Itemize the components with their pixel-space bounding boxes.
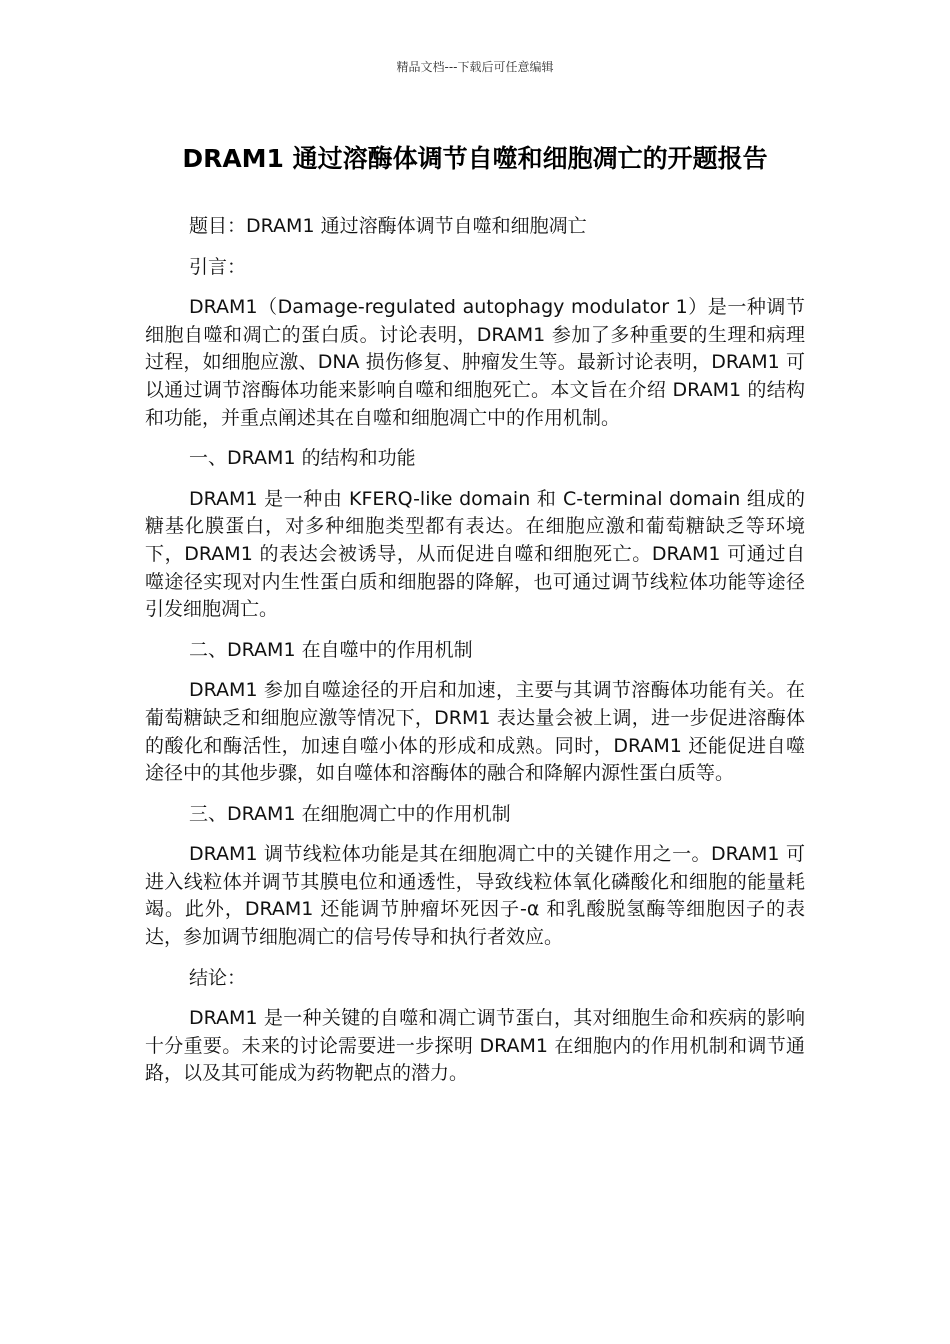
document-title: DRAM1 通过溶酶体调节自噬和细胞凋亡的开题报告 — [182, 144, 768, 173]
conclusion-heading: 结论： — [189, 966, 247, 989]
conclusion-paragraph: DRAM1 是一种关键的自噬和凋亡调节蛋白，其对细胞生命和疾病的影响十分重要。未来的讨论需要进一步探明 DRAM1 在细胞内的作用机制和调节通路，以及其可能成为药物靶点的潜力。 — [145, 1007, 805, 1085]
autophagy-paragraph: DRAM1 参加自噬途径的开启和加速，主要与其调节溶酶体功能有关。在葡萄糖缺乏和细胞应激等情况下，DRM1 表达量会被上调，进一步促进溶酶体的酸化和酶活性，加速自噬小体的形成和成熟。同时，DRAM1 还能促进自噬途径中的其他步骤，如自噬体和溶酶体的融合和降解内源性蛋白质等。 — [145, 679, 805, 785]
intro-paragraph: DRAM1（Damage-regulated autophagy modulator 1）是一种调节细胞自噬和凋亡的蛋白质。讨论表明，DRAM1 参加了多种重要的生理和病理过程，如细胞应激、DNA 损伤修复、肿瘤发生等。最新讨论表明，DRAM1 可以通过调节溶酶体功能来影响自噬和细胞死亡。本文旨在介绍 DRAM1 的结构和功能，并重点阐述其在自噬和细胞凋亡中的作用机制。 — [145, 296, 805, 429]
intro-heading: 引言： — [189, 255, 247, 278]
structure-paragraph: DRAM1 是一种由 KFERQ-like domain 和 C-terminal domain 组成的糖基化膜蛋白，对多种细胞类型都有表达。在细胞应激和葡萄糖缺乏等环境下，DRAM1 的表达会被诱导，从而促进自噬和细胞死亡。DRAM1 可通过自噬途径实现对内生性蛋白质和细胞器的降解，也可通过调节线粒体功能等途径引发细胞凋亡。 — [145, 487, 805, 621]
apoptosis-paragraph: DRAM1 调节线粒体功能是其在细胞凋亡中的关键作用之一。DRAM1 可进入线粒体并调节其膜电位和通透性，导致线粒体氧化磷酸化和细胞的能量耗竭。此外，DRAM1 还能调节肿瘤坏死因子-α 和乳酸脱氢酶等细胞因子的表达，参加调节细胞凋亡的信号传导和执行者效应。 — [145, 843, 805, 949]
section-heading-structure: 一、DRAM1 的结构和功能 — [189, 447, 416, 470]
topic-line: 题目：DRAM1 通过溶酶体调节自噬和细胞凋亡 — [189, 215, 587, 237]
section-heading-apoptosis: 三、DRAM1 在细胞凋亡中的作用机制 — [189, 802, 511, 825]
header-note: 精品文档---下载后可任意编辑 — [396, 60, 554, 74]
document-body — [145, 213, 805, 1101]
section-heading-autophagy: 二、DRAM1 在自噬中的作用机制 — [189, 638, 473, 661]
